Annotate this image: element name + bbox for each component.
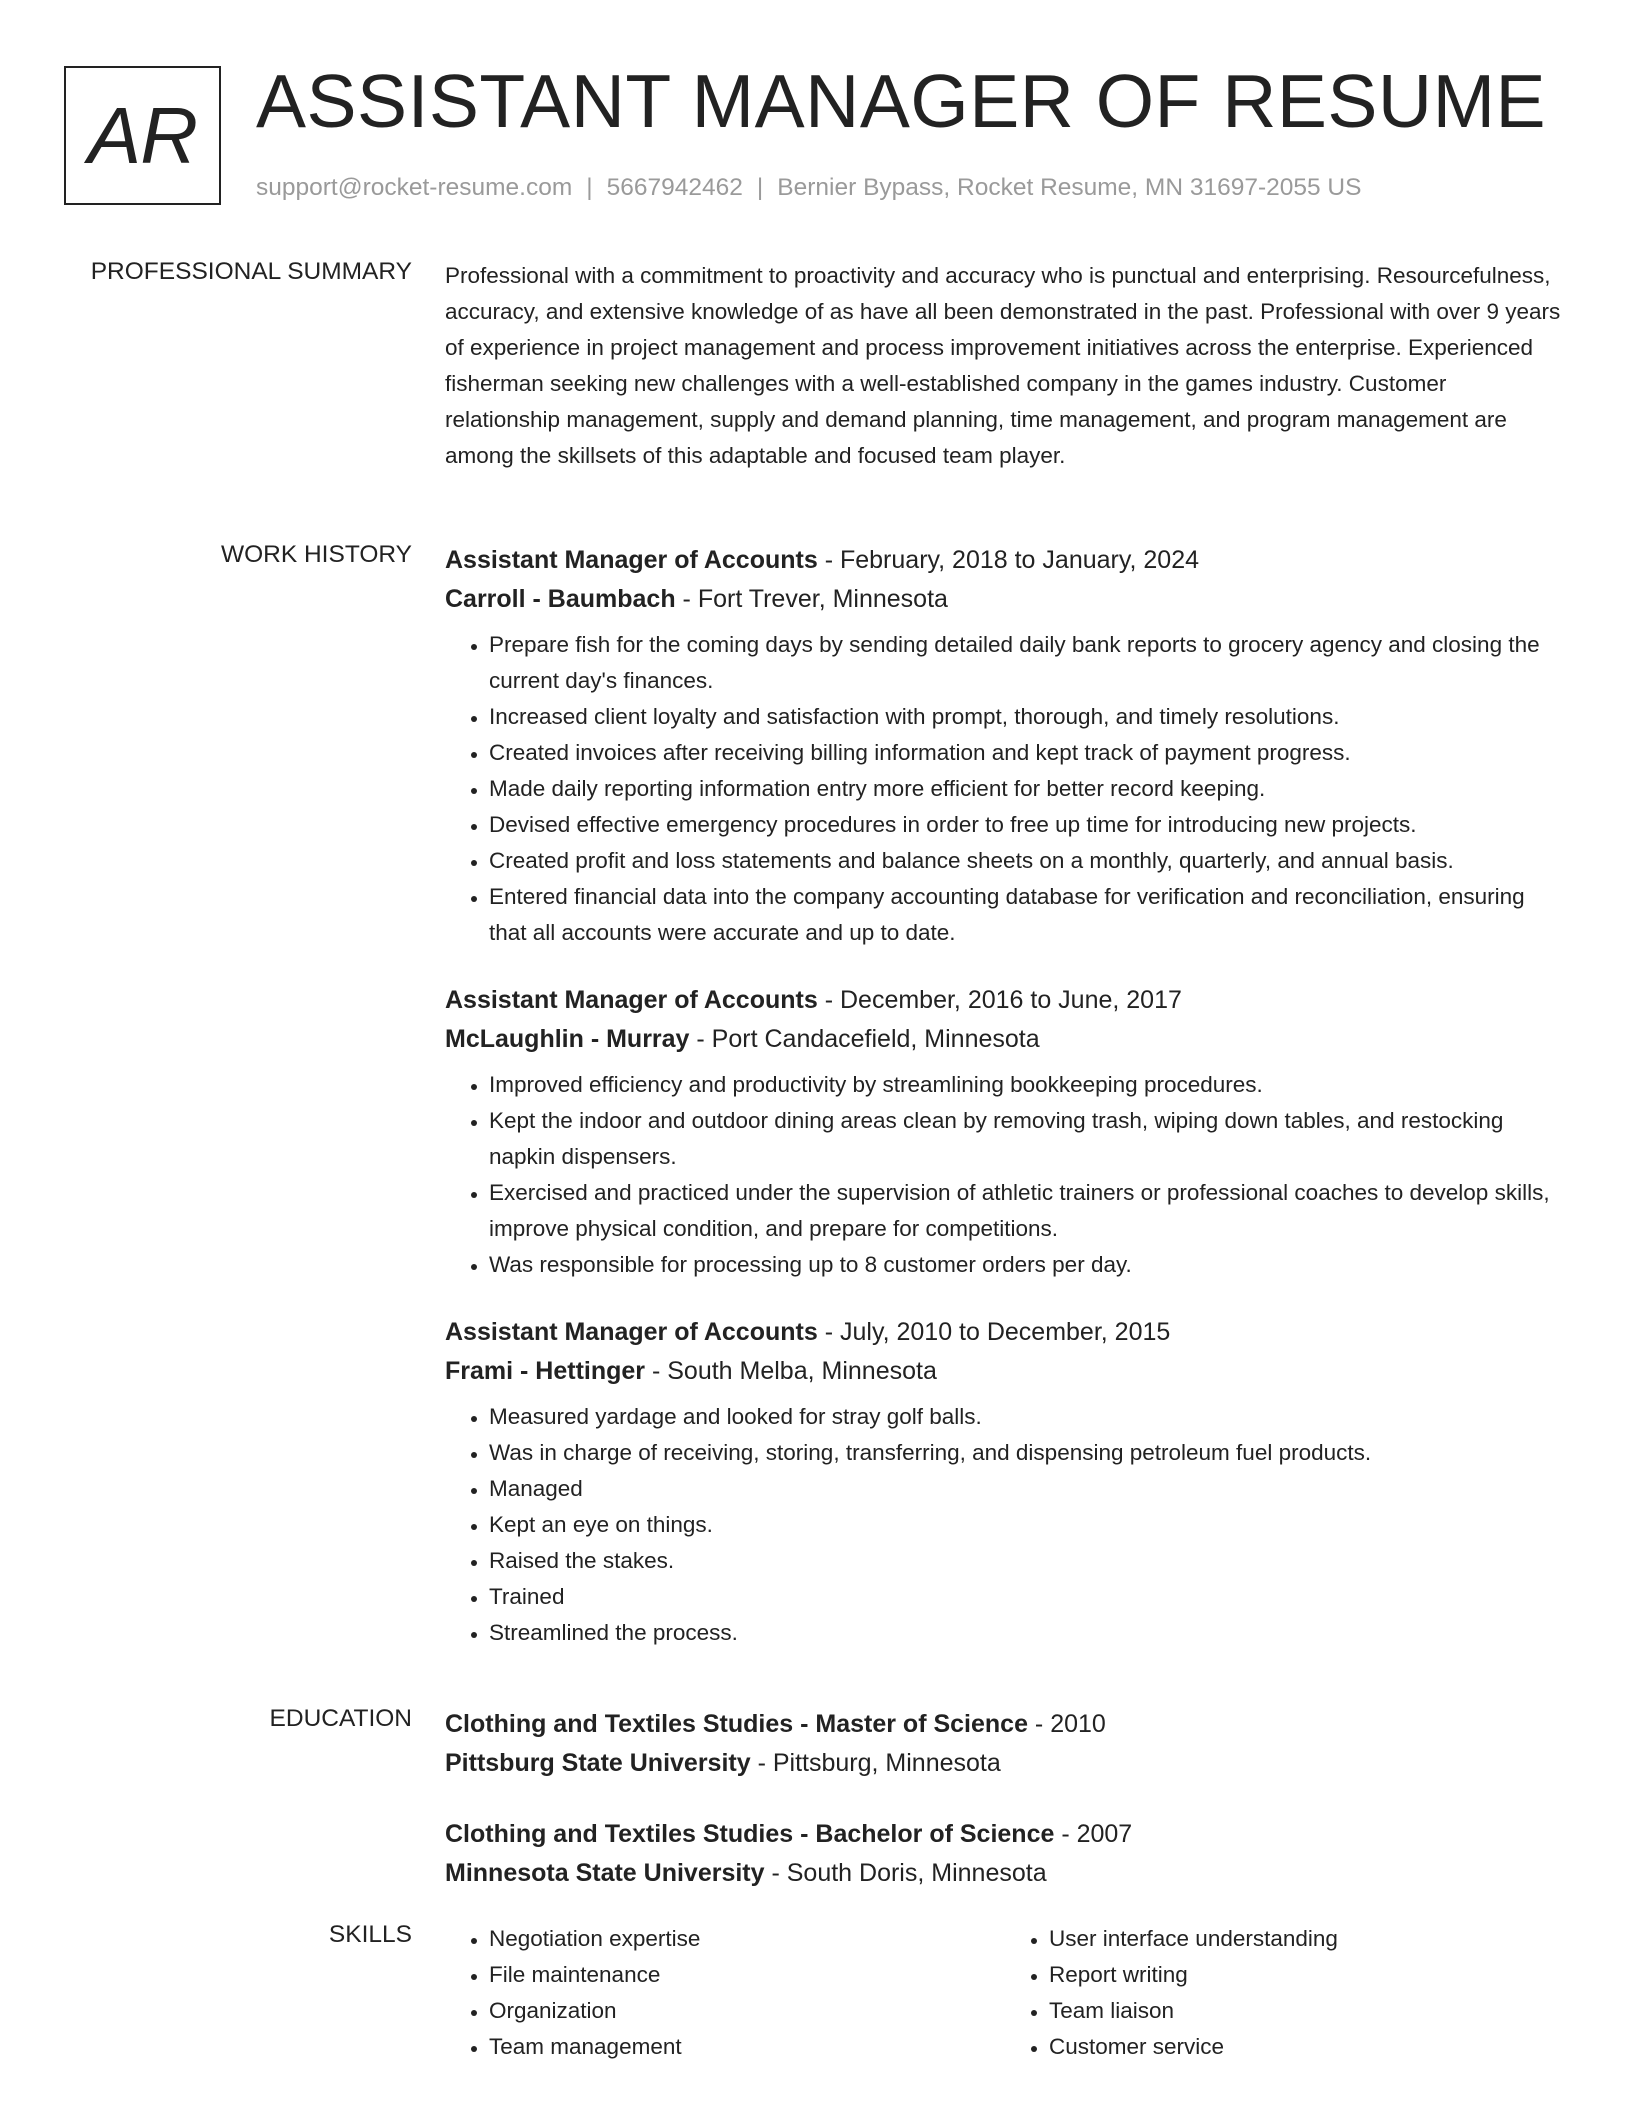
education-entry <box>445 1705 1565 1783</box>
section-label-education: EDUCATION <box>269 1705 412 1732</box>
school-location: - South Doris, Minnesota <box>764 1859 1047 1887</box>
skills-list-left <box>445 1921 1005 2065</box>
bullet-item: • Created profit and loss statements and balance sheets on a monthly, quarterly, and annual basis. <box>489 843 1565 879</box>
job-bullets <box>445 1399 1565 1651</box>
contact-line <box>256 174 1361 202</box>
skill-item: • User interface understanding <box>1049 1921 1565 1957</box>
bullet-item: • Trained <box>489 1579 1565 1615</box>
resume-name: ASSISTANT MANAGER OF RESUME <box>256 59 1547 143</box>
skills-list-right <box>1005 1921 1565 2065</box>
bullet-item: • Managed <box>489 1471 1565 1507</box>
job-company: Frami - Hettinger <box>445 1357 646 1385</box>
school-line <box>445 1854 1565 1893</box>
bullet-item: • Measured yardage and looked for stray golf balls. <box>489 1399 1565 1435</box>
school: Pittsburg State University <box>445 1749 751 1777</box>
job-title-line <box>445 1313 1565 1352</box>
job-company-line <box>445 1020 1565 1059</box>
section-label-work: WORK HISTORY <box>220 541 412 568</box>
separator: | <box>586 174 593 201</box>
job-title-line <box>445 981 1565 1020</box>
school: Minnesota State University <box>445 1859 765 1887</box>
skill-item: • Customer service <box>1049 2029 1565 2065</box>
bullet-item: • Raised the stakes. <box>489 1543 1565 1579</box>
skill-item: • Organization <box>489 1993 1005 2029</box>
skill-item: • Report writing <box>1049 1957 1565 1993</box>
job-title: Assistant Manager of Accounts <box>445 546 818 574</box>
degree: Clothing and Textiles Studies - Master of Science <box>445 1710 1028 1738</box>
contact-email: support@rocket-resume.com <box>256 174 573 201</box>
degree: Clothing and Textiles Studies - Bachelor of Science <box>445 1820 1055 1848</box>
job-title: Assistant Manager of Accounts <box>445 986 818 1014</box>
job-company-line <box>445 580 1565 619</box>
skill-item: • Team liaison <box>1049 1993 1565 2029</box>
summary-text: Professional with a commitment to proactivity and accuracy who is punctual and enterprising. Resourcefulness, accuracy, and extensive knowledge of as have all been demonstrated in the past. Professional with over 9 years of experience in project management and process improvement initiatives across the enterprise. Experienced fisherman seeking new challenges with a well-established company in the games industry. Customer relationship management, supply and demand planning, time management, and program management are among the skillsets of this adaptable and focused team player. <box>445 263 1561 468</box>
bullet-item: • Kept an eye on things. <box>489 1507 1565 1543</box>
skill-item: • Team management <box>489 2029 1005 2065</box>
skill-item: • File maintenance <box>489 1957 1005 1993</box>
job-bullets <box>445 1067 1565 1283</box>
job-title-line <box>445 541 1565 580</box>
contact-phone: 5667942462 <box>606 174 743 201</box>
separator: | <box>756 174 764 201</box>
bullet-item: • Was in charge of receiving, storing, transferring, and dispensing petroleum fuel products. <box>489 1435 1565 1471</box>
job-company: McLaughlin - Murray <box>445 1025 690 1053</box>
bullet-item: • Kept the indoor and outdoor dining areas clean by removing trash, wiping down tables, and restocking napkin dispensers. <box>489 1103 1565 1175</box>
bullet-item: • Exercised and practiced under the supervision of athletic trainers or professional coaches to develop skills, improve physical condition, and prepare for competitions. <box>489 1175 1565 1247</box>
job-entry <box>445 1313 1565 1651</box>
contact-address: Bernier Bypass, Rocket Resume, MN 31697-2055 US <box>777 174 1362 201</box>
skills-columns <box>445 1921 1565 2065</box>
job-location: - South Melba, Minnesota <box>645 1357 937 1385</box>
education-entry <box>445 1815 1565 1893</box>
job-dates: - July, 2010 to December, 2015 <box>817 1318 1171 1346</box>
job-company: Carroll - Baumbach <box>445 585 676 613</box>
bullet-item: • Was responsible for processing up to 8 customer orders per day. <box>489 1247 1565 1283</box>
bullet-item: • Entered financial data into the company accounting database for verification and reconciliation, ensuring that all accounts were accurate and up to date. <box>489 879 1565 951</box>
degree-line <box>445 1705 1565 1744</box>
section-label-summary: PROFESSIONAL SUMMARY <box>90 258 412 285</box>
school-location: - Pittsburg, Minnesota <box>750 1749 1001 1777</box>
degree-year: - 2010 <box>1027 1710 1106 1738</box>
job-dates: - December, 2016 to June, 2017 <box>817 986 1182 1014</box>
job-entry <box>445 541 1565 951</box>
bullet-item: • Increased client loyalty and satisfaction with prompt, thorough, and timely resolutions. <box>489 699 1565 735</box>
section-label-skills: SKILLS <box>328 1921 412 1948</box>
bullet-item: • Streamlined the process. <box>489 1615 1565 1651</box>
bullet-item: • Prepare fish for the coming days by sending detailed daily bank reports to grocery agency and closing the current day's finances. <box>489 627 1565 699</box>
job-title: Assistant Manager of Accounts <box>445 1318 818 1346</box>
bullet-item: • Improved efficiency and productivity by streamlining bookkeeping procedures. <box>489 1067 1565 1103</box>
degree-line <box>445 1815 1565 1854</box>
monogram-badge: AR <box>64 66 221 205</box>
job-entry <box>445 981 1565 1283</box>
bullet-item: • Created invoices after receiving billing information and kept track of payment progress. <box>489 735 1565 771</box>
degree-year: - 2007 <box>1054 1820 1133 1848</box>
bullet-item: • Devised effective emergency procedures in order to free up time for introducing new projects. <box>489 807 1565 843</box>
job-bullets <box>445 627 1565 951</box>
bullet-item: • Made daily reporting information entry more efficient for better record keeping. <box>489 771 1565 807</box>
job-location: - Port Candacefield, Minnesota <box>689 1025 1040 1053</box>
job-company-line <box>445 1352 1565 1391</box>
school-line <box>445 1744 1565 1783</box>
skill-item: • Negotiation expertise <box>489 1921 1005 1957</box>
job-location: - Fort Trever, Minnesota <box>675 585 948 613</box>
job-dates: - February, 2018 to January, 2024 <box>817 546 1200 574</box>
